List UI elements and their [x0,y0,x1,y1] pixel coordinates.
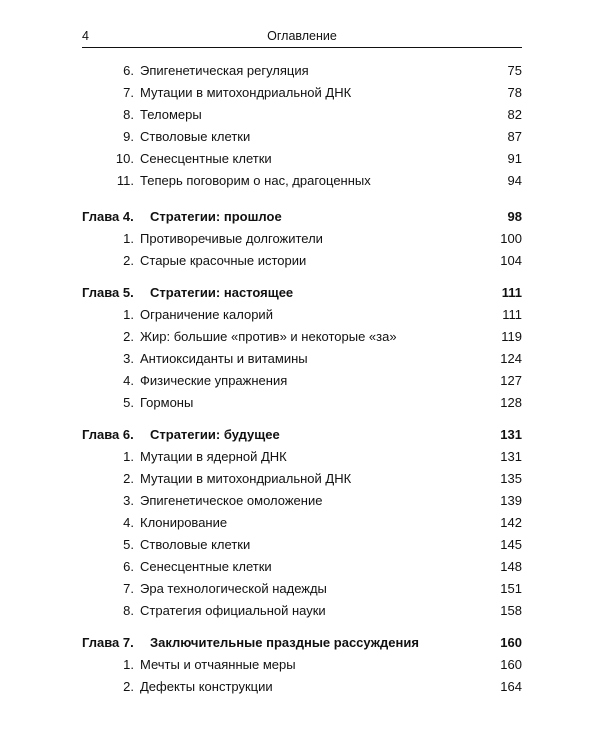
dot-leader [323,495,499,507]
entry-label: Сенесцентные клетки [140,151,272,166]
entry-label: Теперь поговорим о нас, драгоценных [140,173,371,188]
chapter-number: Глава 6. [82,427,134,442]
toc-entry [82,148,522,170]
entry-page: 139 [500,493,522,508]
chapter-page: 111 [501,285,522,300]
entry-number: 8. [123,107,134,122]
entry-page: 91 [507,151,522,166]
entry-page: 127 [500,373,522,388]
chapter-page: 131 [500,427,522,442]
table-of-contents [82,60,522,698]
entry-label: Дефекты конструкции [140,679,273,694]
toc-entry [82,392,522,414]
chapter-heading [82,282,522,304]
entry-page: 100 [500,231,522,246]
chapter-heading [82,424,522,446]
entry-label: Мутации в митохондриальной ДНК [140,471,352,486]
entry-page: 104 [500,253,522,268]
toc-entry [82,228,522,250]
entry-number: 2. [123,679,134,694]
dot-leader [288,375,499,387]
page-header [82,27,522,49]
chapter-title: Стратегии: прошлое [150,209,282,224]
entry-page: 135 [500,471,522,486]
entry-number: 2. [123,329,134,344]
toc-entry [82,468,522,490]
entry-label: Старые красочные истории [140,253,307,268]
dot-leader [203,109,507,121]
entry-page: 148 [500,559,522,574]
toc-entry [82,250,522,272]
entry-label: Эпигенетическое омоложение [140,493,323,508]
entry-label: Сенесцентные клетки [140,559,272,574]
entry-number: 8. [123,603,134,618]
chapter-number: Глава 4. [82,209,134,224]
dot-leader [251,131,506,143]
dot-leader [309,353,500,365]
entry-label: Мечты и отчаянные меры [140,657,296,672]
entry-number: 11. [116,173,134,188]
dot-leader [194,397,499,409]
toc-entry [82,654,522,676]
entry-number: 6. [123,63,134,78]
chapter-title: Стратегии: настоящее [150,285,294,300]
entry-page: 145 [500,537,522,552]
toc-entry [82,556,522,578]
chapter-heading [82,632,522,654]
dot-leader [327,605,500,617]
entry-number: 3. [123,493,134,508]
dot-leader [297,659,500,671]
entry-label: Стволовые клетки [140,129,251,144]
dot-leader [307,255,499,267]
dot-leader [228,517,499,529]
toc-entry [82,676,522,698]
entry-number: 1. [123,449,134,464]
entry-label: Гормоны [140,395,194,410]
dot-leader [398,331,501,343]
entry-page: 158 [500,603,522,618]
entry-number: 3. [123,351,134,366]
entry-page: 94 [507,173,522,188]
toc-entry [82,534,522,556]
entry-label: Клонирование [140,515,228,530]
dot-leader [288,451,500,463]
dot-leader [273,561,500,573]
dot-leader [310,65,507,77]
toc-entry [82,578,522,600]
entry-label: Мутации в митохондриальной ДНК [140,85,352,100]
entry-number: 5. [123,537,134,552]
entry-label: Ограничение калорий [140,307,273,322]
dot-leader [283,211,507,223]
dot-leader [352,87,506,99]
toc-entry [82,326,522,348]
dot-leader [294,287,501,299]
entry-number: 9. [123,129,134,144]
entry-number: 6. [123,559,134,574]
entry-label: Теломеры [140,107,202,122]
entry-page: 75 [507,63,522,78]
entry-number: 4. [123,373,134,388]
entry-number: 1. [123,231,134,246]
entry-label: Противоречивые долгожители [140,231,323,246]
entry-page: 124 [500,351,522,366]
entry-number: 2. [123,253,134,268]
toc-entry [82,348,522,370]
entry-label: Физические упражнения [140,373,288,388]
chapter-title: Стратегии: будущее [150,427,280,442]
entry-label: Эпигенетическая регуляция [140,63,309,78]
toc-entry [82,370,522,392]
entry-page: 164 [500,679,522,694]
toc-entry [82,60,522,82]
entry-page: 142 [500,515,522,530]
entry-number: 1. [123,657,134,672]
dot-leader [328,583,499,595]
chapter-heading [82,206,522,228]
toc-entry [82,490,522,512]
entry-label: Стволовые клетки [140,537,251,552]
running-title: Оглавление [267,29,337,43]
toc-entry [82,82,522,104]
toc-entry [82,104,522,126]
toc-entry [82,126,522,148]
chapter-number: Глава 7. [82,635,134,650]
toc-entry [82,170,522,192]
dot-leader [274,681,500,693]
entry-label: Жир: большие «против» и некоторые «за» [140,329,397,344]
entry-page: 128 [500,395,522,410]
entry-number: 2. [123,471,134,486]
page-number: 4 [82,29,89,43]
chapter-page: 98 [507,209,522,224]
dot-leader [420,637,499,649]
entry-label: Стратегия официальной науки [140,603,326,618]
chapter-number: Глава 5. [82,285,134,300]
entry-page: 82 [507,107,522,122]
toc-entry [82,304,522,326]
dot-leader [324,233,499,245]
chapter-page: 160 [500,635,522,650]
dot-leader [352,473,499,485]
entry-number: 10. [115,151,134,166]
header-rule [82,47,522,48]
toc-entry [82,512,522,534]
entry-page: 131 [500,449,522,464]
entry-number: 1. [123,307,134,322]
dot-leader [251,539,499,551]
entry-number: 7. [123,85,134,100]
entry-label: Эра технологической надежды [140,581,327,596]
dot-leader [372,175,507,187]
entry-page: 160 [500,657,522,672]
dot-leader [273,153,507,165]
dot-leader [274,309,501,321]
entry-number: 4. [123,515,134,530]
entry-label: Мутации в ядерной ДНК [140,449,287,464]
entry-page: 111 [502,307,522,322]
chapter-title: Заключительные праздные рассуждения [150,635,419,650]
dot-leader [281,429,500,441]
entry-number: 7. [123,581,134,596]
entry-page: 119 [501,329,522,344]
entry-label: Антиоксиданты и витамины [140,351,308,366]
toc-entry [82,446,522,468]
entry-page: 87 [507,129,522,144]
entry-page: 78 [507,85,522,100]
entry-page: 151 [500,581,522,596]
toc-entry [82,600,522,622]
entry-number: 5. [123,395,134,410]
